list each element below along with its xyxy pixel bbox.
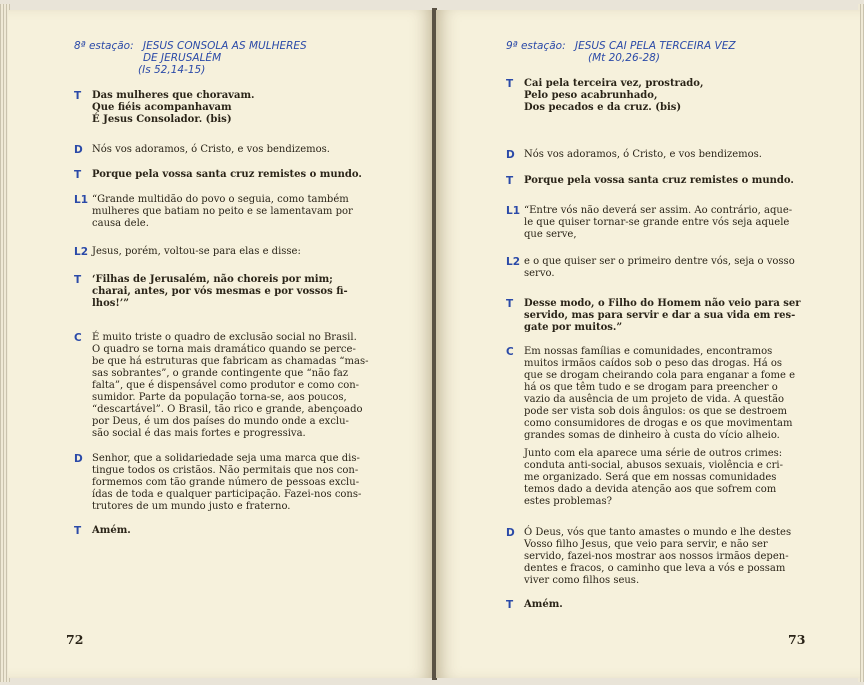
station-number: 8ª estação: bbox=[74, 40, 134, 52]
scripture-reference: (Mt 20,26-28) bbox=[588, 52, 660, 64]
scripture-reference: (Is 52,14-15) bbox=[138, 64, 206, 76]
block-text: Em nossas famílias e comunidades, encontramos muitos irmãos caídos sob o peso das drogas. Há os que se drogam cheirando cola para enganar a fome e há os que têm tudo e se drogam para preencher o vazio da ausência de um projeto de vida. A questão pode ser vista sob dois ângulos: os que se destroem como consumidores de drogas e os que movimentam grandes somas de dinheiro à custa do vício alheio. bbox=[524, 346, 796, 441]
block-label: C bbox=[506, 346, 514, 358]
block-label: T bbox=[74, 274, 82, 286]
block-label: T bbox=[506, 78, 514, 90]
block-label: T bbox=[74, 169, 82, 181]
block-text: Porque pela vossa santa cruz remistes o mundo. bbox=[92, 169, 362, 180]
block-label: D bbox=[506, 527, 515, 539]
station-title: JESUS CONSOLA AS MULHERES DE JERUSALÉM bbox=[142, 40, 307, 64]
left-page bbox=[8, 10, 433, 678]
block-text: Jesus, porém, voltou-se para elas e disse: bbox=[92, 246, 301, 257]
block-text: Porque pela vossa santa cruz remistes o mundo. bbox=[524, 175, 794, 186]
block-label: D bbox=[506, 149, 515, 161]
block-text: Cai pela terceira vez, prostrado, Pelo peso acabrunhado, Dos pecados e da cruz. (bis) bbox=[524, 78, 704, 113]
station-header bbox=[74, 40, 307, 76]
station-header bbox=[506, 40, 736, 64]
block-text: Amém. bbox=[92, 525, 131, 536]
right-page bbox=[436, 10, 860, 678]
block-label: C bbox=[74, 332, 82, 344]
block-text: Nós vos adoramos, ó Cristo, e vos bendizemos. bbox=[92, 144, 330, 155]
block-label: T bbox=[506, 298, 514, 310]
page-number: 72 bbox=[66, 632, 84, 647]
block-label: L2 bbox=[74, 246, 88, 258]
block-label: D bbox=[74, 453, 83, 465]
block-label: L1 bbox=[74, 194, 88, 206]
block-text: e o que quiser ser o primeiro dentre vós, seja o vosso servo. bbox=[524, 256, 795, 279]
block-text: Senhor, que a solidariedade seja uma marca que dis- tingue todos os cristãos. Não permitais que nos con- formemos com tão grande número de pessoas exclu- ídas de toda e qualquer participação. Fazei-nos cons- trutores de um mundo justo e fraterno. bbox=[92, 453, 362, 512]
block-text: Nós vos adoramos, ó Cristo, e vos bendizemos. bbox=[524, 149, 762, 160]
block-label: T bbox=[506, 599, 514, 611]
block-text: Das mulheres que choravam. Que fiéis acompanhavam É Jesus Consolador. (bis) bbox=[92, 90, 255, 125]
block-label: D bbox=[74, 144, 83, 156]
block-text: Desse modo, o Filho do Homem não veio para ser servido, mas para servir e dar a sua vida em res- gate por muitos.” bbox=[524, 298, 801, 333]
block-label: L2 bbox=[506, 256, 520, 268]
block-text: “Entre vós não deverá ser assim. Ao contrário, aque- le que quiser tornar-se grande entre vós seja aquele que serve, bbox=[524, 205, 793, 240]
station-number: 9ª estação: bbox=[506, 40, 566, 52]
page-number: 73 bbox=[788, 632, 806, 647]
block-label: T bbox=[506, 175, 514, 187]
block-label: T bbox=[74, 525, 82, 537]
block-text: Ó Deus, vós que tanto amastes o mundo e lhe destes Vosso filho Jesus, que veio para servir, e não ser servido, fazei-nos mostrar aos nossos irmãos depen- dentes e fracos, o caminho que leva a vós e possam viver como filhos seus. bbox=[524, 527, 792, 586]
block-text: ‘Filhas de Jerusalém, não choreis por mim; charai, antes, por vós mesmas e por vossos fi- lhos!’” bbox=[92, 274, 348, 309]
block-label: L1 bbox=[506, 205, 520, 217]
block-text: Amém. bbox=[524, 599, 563, 610]
block-text: “Grande multidão do povo o seguia, como também mulheres que batiam no peito e se lamentavam por causa dele. bbox=[92, 194, 353, 229]
block-text: Junto com ela aparece uma série de outros crimes: conduta anti-social, abusos sexuais, violência e cri- me organizado. Será que em nossas comunidades temos dado a devida atenção aos que sofrem com estes problemas? bbox=[524, 448, 783, 507]
block-label: T bbox=[74, 90, 82, 102]
station-title: JESUS CAI PELA TERCEIRA VEZ bbox=[574, 40, 736, 52]
block-text: É muito triste o quadro de exclusão social no Brasil. O quadro se torna mais dramático quando se perce- be que há estruturas que fabricam as chamadas “mas- sas sobrantes”, o grande contingente que “não faz falta”, que é dispensável como produtor e como con- sumidor. Parte da população torna-se, aos poucos, “descartável”. O Brasil, tão rico e grande, abençoado por Deus, é um dos países do mundo onde a exclu- são social é das mais fortes e progressiva. bbox=[92, 332, 369, 439]
